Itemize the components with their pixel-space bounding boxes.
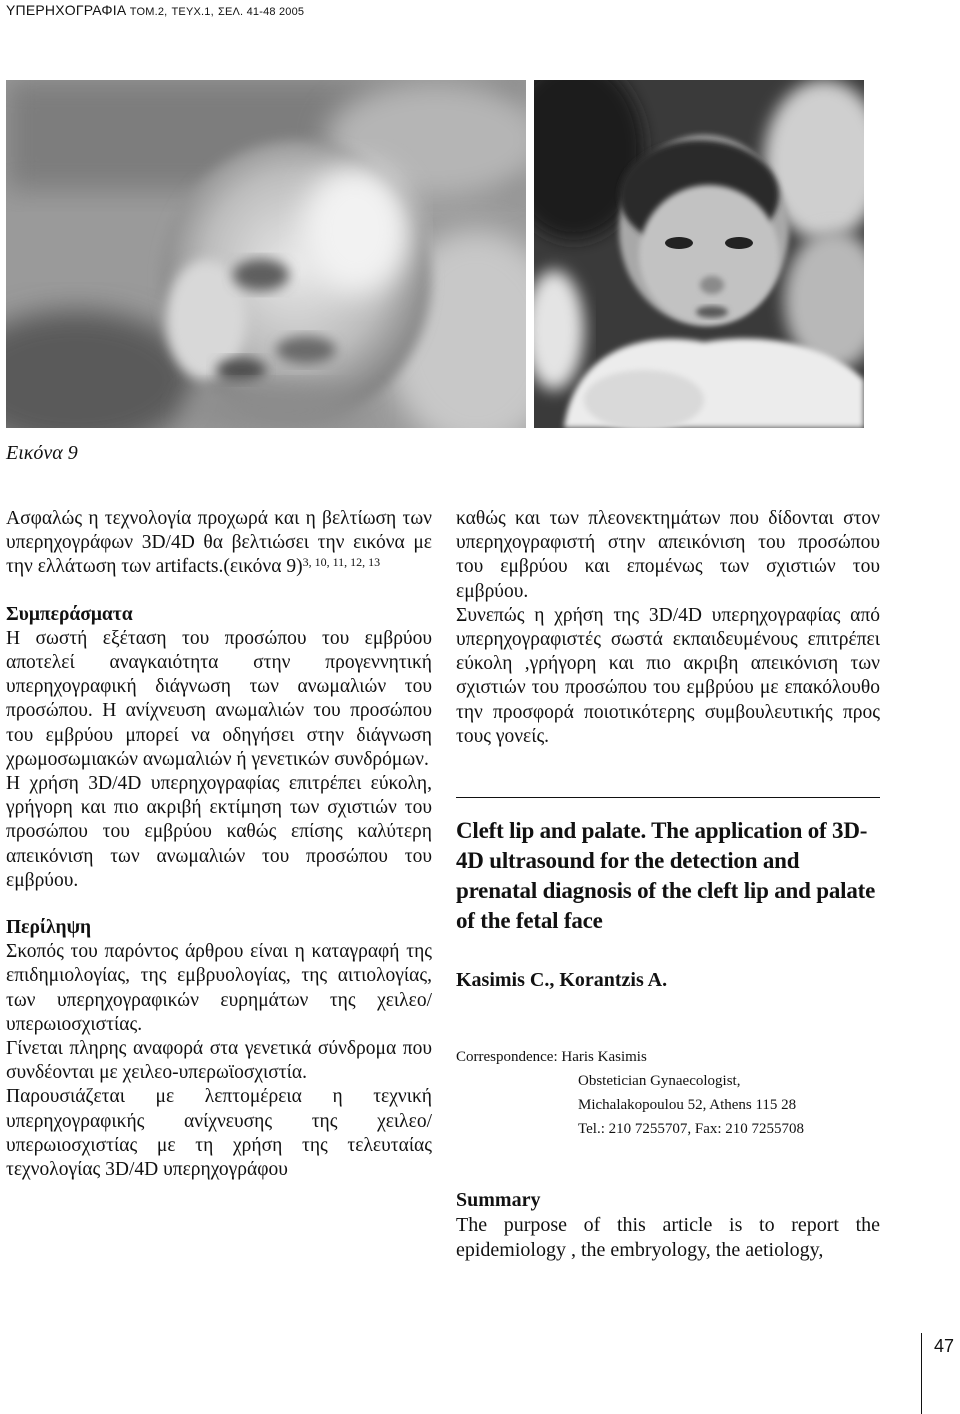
paragraph-conclusions-1: Η σωστή εξέταση του προσώπου του εμβρύου αποτελεί αναγκαιότητα στην προγεννητική υπερηχογραφική διάγνωση των ανωμαλιών του προσώπου. Η ανίχνευση ανωμαλιών του προσώπου του εμβρύου μπορεί να οδηγήσει στην διάγνωση χρωμοσωμιακών ανωμαλιών ή γενετικών συνδρόμων. (6, 627, 432, 770)
abstract-heading: Περίληψη (6, 917, 92, 939)
correspondence-phone: Tel.: 210 7255707, Fax: 210 7255708 (578, 1121, 805, 1137)
correspondence-line (456, 1045, 804, 1069)
right-column (456, 507, 880, 749)
running-head (6, 2, 304, 18)
paragraph-conclusions-2: Η χρήση 3D/4D υπερηχογραφίας επιτρέπει εύκολη, γρήγορη και πιο ακριβή εκτίμηση των σχιστιών του προσώπου του εμβρύου καθώς επίσης καλύτερη απεικόνιση των ανωμαλιών του προσώπου του εμβρύου. (6, 773, 432, 891)
conclusions-heading: Συμπεράσματα (6, 603, 133, 625)
issue-label: ΤΕΥΧ.1, (171, 6, 214, 18)
correspondence-name: Haris Kasimis (561, 1049, 647, 1065)
figure-caption: Εικόνα 9 (6, 442, 78, 464)
journal-name: ΥΠΕΡΗΧΟΓΡΑΦΙΑ (6, 2, 126, 18)
correspondence-block (456, 1045, 804, 1141)
paragraph-abstract-1: Σκοπός του παρόντος άρθρου είναι η καταγραφή της επιδημιολογίας, της εμβρυολογίας, της αιτιολογίας, των υπερηχογραφικών ευρημάτων της χειλεο/υπερωιοσχιστίας. (6, 941, 432, 1035)
left-column (6, 507, 432, 1182)
page-range-label: ΣΕΛ. 41-48 2005 (217, 6, 305, 18)
section-divider (456, 797, 880, 798)
english-title: Cleft lip and palate. The application of 3D-4D ultrasound for the detection and prenatal diagnosis of the cleft lip and palate of the fetal face (456, 818, 876, 933)
paragraph-abstract-3: Παρουσιάζεται με λεπτομέρεια η τεχνική υπερηχογραφικής ανίχνευσης της χειλεο/υπερωιοσχιστίας με τη χρήση της τελευταίας τεχνολογίας 3D/4D υπερηχογράφου (6, 1086, 432, 1181)
page-number-rule (921, 1333, 922, 1414)
correspondence-title: Obstetician Gynaecologist, (578, 1073, 741, 1089)
paragraph-right-2: Συνεπώς η χρήση της 3D/4D υπερηχογραφίας από υπερηχογραφιστές σωστά εκπαιδευμένους επιτρέπει εύκολη ,γρήγορη και πιο ακριβη απεικόνιση των σχιστιών του προσώπου του εμβρύου με επακόλουθο την προσφορά ποιοτικότερης συμβουλευτικής προς τους γονείς. (456, 604, 880, 747)
correspondence-address: Michalakopoulou 52, Athens 115 28 (578, 1097, 797, 1113)
fetal-3d-ultrasound-image (6, 80, 526, 428)
newborn-photo-image (534, 80, 864, 428)
english-authors: Kasimis C., Korantzis A. (456, 969, 668, 991)
page-number: 47 (934, 1336, 955, 1356)
paragraph-intro (6, 507, 432, 580)
correspondence-label: Correspondence: (456, 1049, 558, 1065)
volume-label: ΤΟΜ.2, (129, 6, 168, 18)
summary-heading: Summary (456, 1189, 541, 1211)
summary-block (456, 1187, 880, 1262)
paragraph-intro-text: Ασφαλώς η τεχνολογία προχωρά και η βελτίωση των υπερηχογράφων 3D/4D θα βελτιώσει την εικόνα με την ελλάτωση των artifacts.(εικόνα 9) (6, 508, 432, 578)
paragraph-abstract-2: Γίνεται πληρης αναφορά στα γενετικά σύνδρομα που συνδέονται με χειλεο-υπερωϊοσχιστία. (6, 1038, 432, 1084)
paragraph-right-1: καθώς και των πλεονεκτημάτων που δίδονται στον υπερηχογραφιστή στην απεικόνιση του προσώπου του εμβρύου και επομένως των σχιστιών του εμβρύου. (456, 508, 880, 602)
reference-list: 3, 10, 11, 12, 13 (302, 555, 381, 570)
summary-text: The purpose of this article is to report the epidemiology , the embryology, the aetiology, (456, 1214, 880, 1261)
